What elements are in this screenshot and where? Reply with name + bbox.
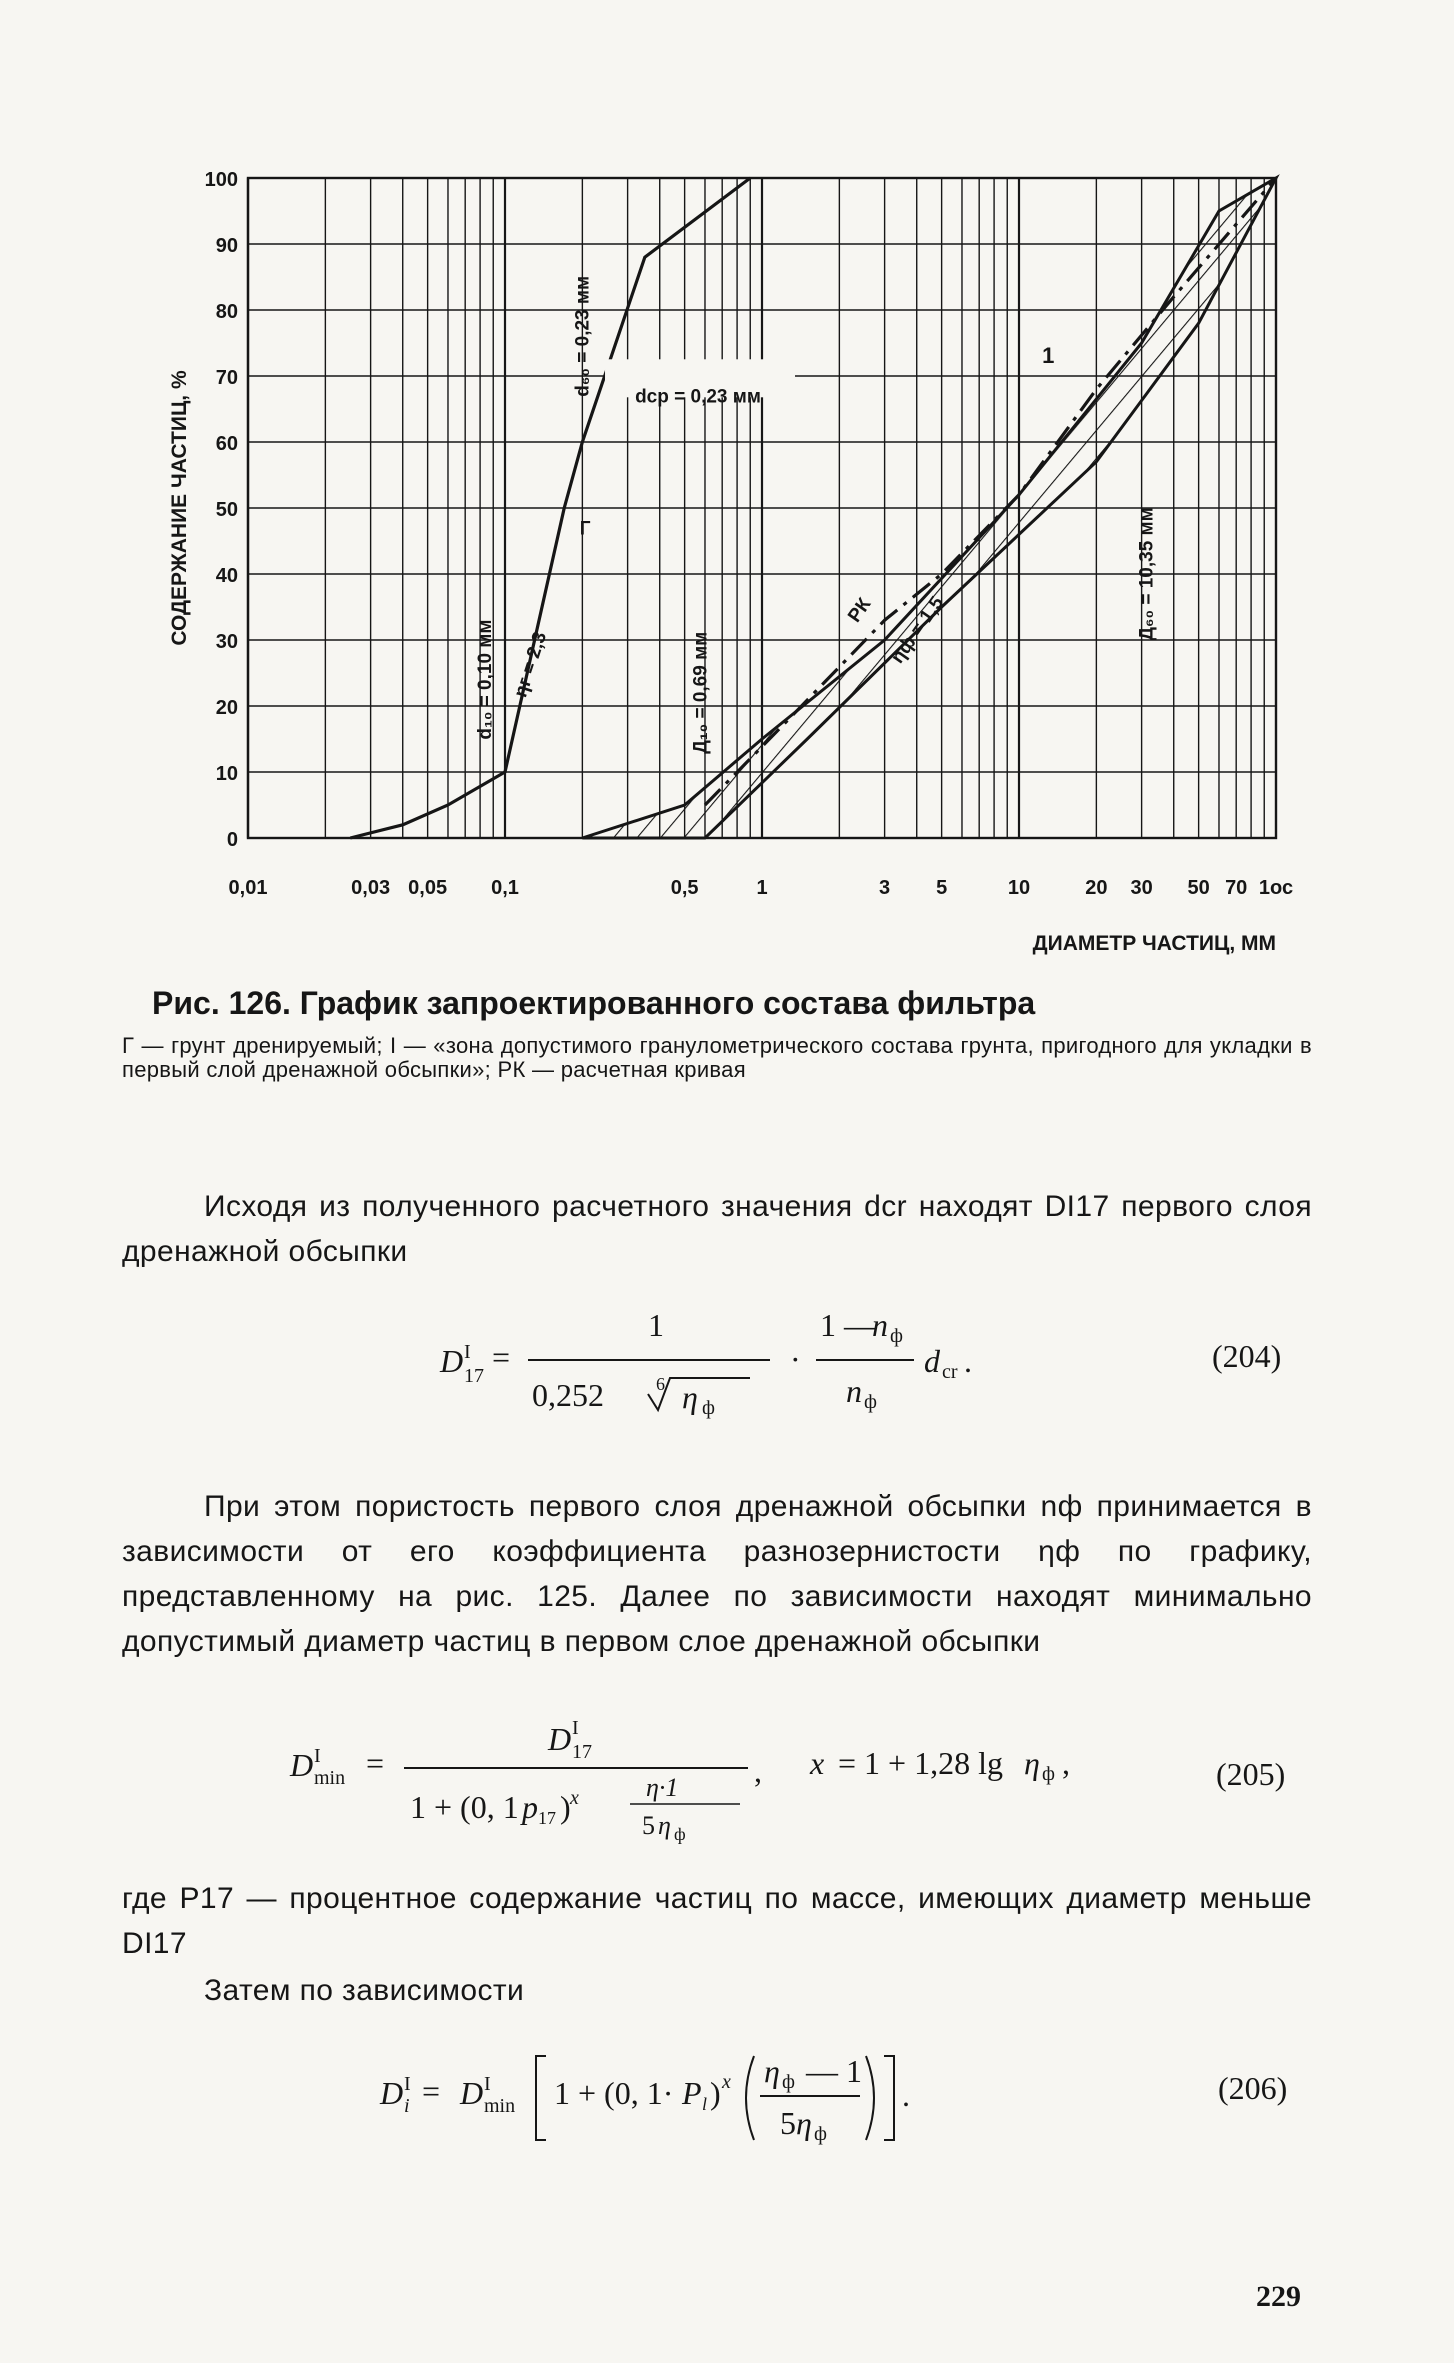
svg-text:17: 17	[464, 1365, 484, 1387]
y-tick-label: 80	[215, 301, 238, 323]
svg-text:η·1: η·1	[646, 1773, 679, 1802]
svg-text:η: η	[1024, 1745, 1040, 1781]
annotation-d10: d₁₀ = 0,10 мм	[474, 619, 496, 740]
equation-205-number: (205)	[1216, 1756, 1286, 1792]
svg-text:I: I	[464, 1341, 471, 1363]
x-tick-label: 0,03	[351, 877, 391, 899]
svg-text:=: =	[366, 1745, 385, 1781]
svg-text:x: x	[570, 1787, 579, 1809]
y-tick-label: 50	[215, 499, 238, 521]
x-axis-label: ДИАМЕТР ЧАСТИЦ, ММ	[1032, 932, 1276, 955]
svg-text:,: ,	[1062, 1745, 1070, 1781]
svg-text:D: D	[548, 1721, 572, 1757]
x-tick-label: 5	[936, 877, 948, 899]
x-tick-label: 10	[1007, 877, 1031, 899]
equation-206-number: (206)	[1218, 2070, 1288, 2106]
svg-text:.: .	[964, 1343, 972, 1379]
y-tick-label: 100	[204, 169, 238, 191]
svg-text:5: 5	[642, 1811, 655, 1840]
x-tick-label: 70	[1225, 877, 1248, 899]
equation-204	[420, 1298, 1060, 1438]
annotation-d60: d₆₀ = 0,23 мм	[572, 275, 594, 397]
page-number: 229	[1256, 2280, 1301, 2313]
paragraph-3-text: где P17 — процентное содержание частиц по массе, имеющих диаметр меньше DI17	[122, 1882, 1312, 1960]
paragraph-1-text: Исходя из полученного расчетного значения dcr находят DI17 первого слоя дренажной обсыпки	[122, 1190, 1312, 1268]
svg-text:17: 17	[572, 1741, 592, 1763]
y-tick-label: 60	[215, 433, 238, 455]
svg-text:min: min	[484, 2095, 516, 2117]
svg-text:6: 6	[656, 1374, 665, 1394]
y-axis-label: СОДЕРЖАНИЕ ЧАСТИЦ, %	[168, 370, 191, 646]
svg-text:l: l	[702, 2094, 708, 2114]
annotation-curve-g: Г	[579, 518, 591, 540]
svg-text:d: d	[924, 1343, 940, 1379]
x-tick-label: 30	[1130, 877, 1153, 899]
annotation-eta-g: ηг = 2,3	[510, 629, 552, 701]
x-tick-label: 0,5	[670, 877, 699, 899]
svg-text:η: η	[764, 2053, 780, 2089]
y-tick-label: 10	[215, 763, 238, 785]
svg-text:= 1 + 1,28 lg: = 1 + 1,28 lg	[838, 1745, 1003, 1781]
annotation-D60: Д₆₀ = 10,35 мм	[1136, 507, 1158, 641]
x-tick-label: 1	[756, 877, 768, 899]
svg-text:cr: cr	[942, 1361, 958, 1383]
svg-text:5: 5	[780, 2105, 796, 2141]
x-tick-label: 1ос	[1258, 877, 1294, 899]
annotation-eta-f: ηф = 1,5	[887, 592, 949, 668]
svg-text:I: I	[484, 2073, 491, 2095]
svg-text:=: =	[492, 1339, 511, 1375]
figure-caption-title: Рис. 126. График запроектированного состава фильтра	[152, 985, 1036, 1021]
svg-text:— 1: — 1	[806, 2053, 862, 2089]
svg-text:η: η	[796, 2105, 812, 2141]
svg-text:1 + (0, 1·: 1 + (0, 1·	[554, 2075, 674, 2111]
paragraph-4-text: Затем по зависимости	[204, 1974, 525, 2007]
svg-text:D: D	[460, 2075, 484, 2111]
y-tick-label: 40	[215, 565, 238, 587]
svg-text:=: =	[422, 2073, 441, 2109]
figure-caption-legend: Г — грунт дренируемый; I — «зона допустимого гранулометрического состава грунта, пригодного для укладки в первый слой дренажной обсыпки»; РК — расчетная кривая	[122, 1033, 1312, 1082]
x-tick-label: 0,05	[408, 877, 448, 899]
svg-text:): )	[710, 2075, 721, 2111]
svg-text:η: η	[682, 1379, 698, 1415]
x-tick-label: 20	[1085, 877, 1108, 899]
paragraph-2-text: При этом пористость первого слоя дренажной обсыпки nф принимается в зависимости от его коэффициента разнозернистости ηф по графику, представленному на рис. 125. Далее по зависимости находят минимально допустимый диаметр частиц в первом слое дренажной обсыпки	[122, 1490, 1312, 1658]
svg-text:P: P	[682, 2075, 702, 2111]
svg-text:D: D	[290, 1747, 314, 1783]
y-tick-label: 90	[215, 235, 238, 257]
x-tick-label: 0,1	[491, 877, 519, 899]
svg-text:min: min	[314, 1767, 346, 1789]
y-tick-label: 20	[215, 697, 238, 719]
svg-text:ф: ф	[890, 1325, 903, 1347]
y-tick-label: 70	[215, 367, 238, 389]
annotation-rk: РК	[844, 594, 876, 627]
svg-text:I: I	[572, 1717, 579, 1739]
svg-text:.: .	[902, 2077, 910, 2113]
y-tick-label: 0	[226, 829, 238, 851]
figure-126-chart	[0, 0, 1454, 960]
svg-text:I: I	[314, 1745, 321, 1767]
chart-annotations	[475, 276, 1158, 754]
svg-text:ф: ф	[782, 2071, 795, 2093]
x-tick-label: 0,01	[228, 877, 268, 899]
annotation-dcp: dср = 0,23 мм	[635, 386, 761, 408]
svg-text:1 —: 1 —	[820, 1307, 876, 1343]
svg-text:D: D	[440, 1343, 464, 1379]
svg-text:x: x	[722, 2071, 731, 2093]
equation-206-glyphs	[360, 2040, 1120, 2150]
svg-text:1 + (0, 1: 1 + (0, 1	[410, 1789, 519, 1825]
svg-text:n: n	[846, 1373, 862, 1409]
svg-text:0,252: 0,252	[532, 1377, 604, 1413]
svg-text:ф: ф	[864, 1391, 877, 1413]
x-tick-label: 3	[879, 877, 891, 899]
svg-text:n: n	[872, 1307, 888, 1343]
annotation-zone-1: 1	[1042, 342, 1055, 368]
svg-text:η: η	[658, 1811, 671, 1840]
svg-text:,: ,	[754, 1753, 762, 1789]
paragraph-3	[122, 1876, 1312, 1966]
svg-text:ф: ф	[1042, 1763, 1055, 1785]
x-tick-label: 50	[1187, 877, 1210, 899]
svg-text:x: x	[810, 1745, 825, 1781]
equation-205-glyphs	[270, 1712, 1170, 1852]
svg-text:I: I	[404, 2073, 411, 2095]
y-tick-label: 30	[215, 631, 238, 653]
svg-text:ф: ф	[674, 1824, 686, 1844]
svg-text:ф: ф	[814, 2123, 827, 2145]
paragraph-2	[122, 1484, 1312, 1664]
svg-text:): )	[560, 1789, 571, 1825]
equation-206	[360, 2040, 1120, 2150]
svg-text:p: p	[522, 1789, 538, 1825]
paragraph-4	[122, 1968, 1312, 2013]
annotation-D10: Д₁₀ = 0,69 мм	[690, 631, 712, 754]
equation-205	[270, 1712, 1170, 1852]
svg-text:i: i	[404, 2095, 410, 2117]
equation-204-glyphs	[420, 1298, 1060, 1438]
svg-text:·: ·	[790, 1341, 801, 1377]
svg-text:D: D	[380, 2075, 404, 2111]
paragraph-1	[122, 1184, 1312, 1274]
svg-text:ф: ф	[702, 1397, 715, 1419]
svg-text:1: 1	[648, 1307, 664, 1343]
equation-204-number: (204)	[1212, 1338, 1282, 1374]
svg-text:17: 17	[538, 1808, 556, 1828]
